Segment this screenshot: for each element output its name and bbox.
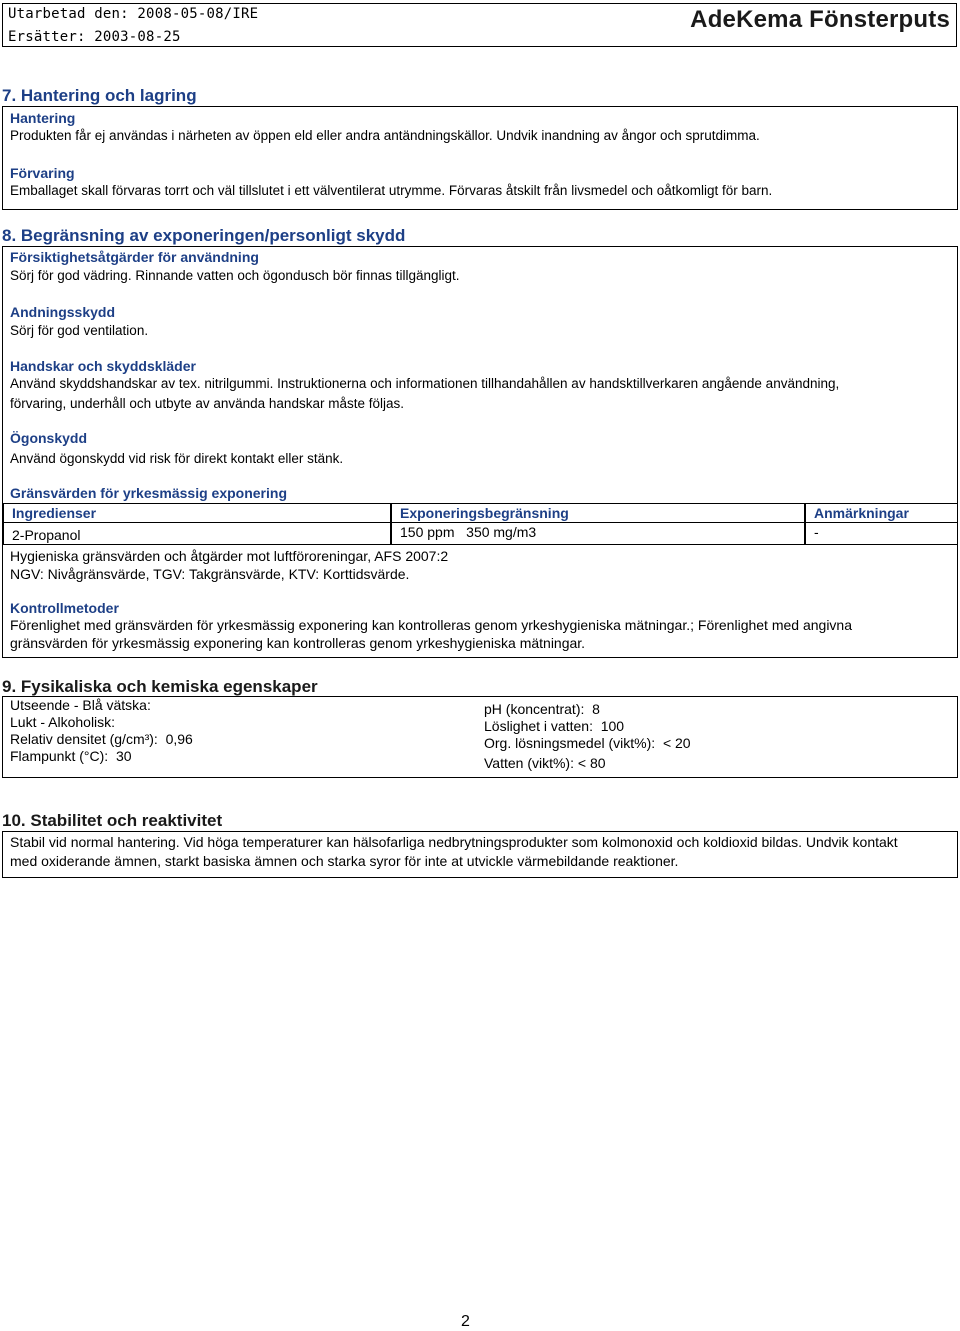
control-methods-label: Kontrollmetoder bbox=[10, 600, 119, 616]
table-header-ingredients: Ingredienser bbox=[3, 503, 391, 523]
section-10-title: 10. Stabilitet och reaktivitet bbox=[2, 811, 223, 830]
eye-protection-label: Ögonskydd bbox=[10, 430, 88, 446]
page-number: 2 bbox=[461, 1313, 470, 1330]
stability-line1: Stabil vid normal hantering. Vid höga temperaturer kan hälsofarliga nedbrytningsprodukter som kolmonoxid och koldioxid bildas. Undvik kontakt bbox=[10, 834, 898, 850]
property-appearance: Utseende - Blå vätska: bbox=[10, 697, 151, 713]
precaution-label: Försiktighetsåtgärder för användning bbox=[10, 249, 259, 265]
property-density: Relativ densitet (g/cm³): 0,96 bbox=[10, 731, 193, 747]
hygiene-note-line1: Hygieniska gränsvärden och åtgärder mot luftföroreningar, AFS 2007:2 bbox=[10, 548, 449, 564]
table-cell-limit: 150 ppm 350 mg/m3 bbox=[391, 523, 805, 545]
handling-text: Produkten får ej användas i närheten av öppen eld eller andra antändningskällor. Undvik inandning av ångor och sprutdimma. bbox=[10, 128, 760, 143]
table-header-exposure: Exponeringsbegränsning bbox=[391, 503, 805, 523]
gloves-text-line1: Använd skyddshandskar av tex. nitrilgummi. Instruktionerna och informationen tillhandahållen av handsktillverkaren angående användning, bbox=[10, 376, 840, 391]
control-methods-line1: Förenlighet med gränsvärden för yrkesmässig exponering kan kontrolleras genom yrkeshygieniska mätningar.; Förenlighet med angivna bbox=[10, 617, 852, 633]
eye-protection-text: Använd ögonskydd vid risk för direkt kontakt eller stänk. bbox=[10, 451, 344, 466]
handling-label: Hantering bbox=[10, 110, 76, 126]
property-org-solvent: Org. lösningsmedel (vikt%): < 20 bbox=[484, 735, 691, 751]
gloves-label: Handskar och skyddskläder bbox=[10, 358, 196, 374]
section-8-title: 8. Begränsning av exponeringen/personligt skydd bbox=[2, 226, 406, 245]
control-methods-line2: gränsvärden för yrkesmässig exponering kan kontrolleras genom yrkeshygieniska mätningar. bbox=[10, 635, 586, 651]
hygiene-note-line2: NGV: Nivågränsvärde, TGV: Takgränsvärde, KTV: Korttidsvärde. bbox=[10, 566, 410, 582]
respiratory-text: Sörj för god ventilation. bbox=[10, 323, 149, 338]
property-water: Vatten (vikt%): < 80 bbox=[484, 755, 606, 771]
gloves-text-line2: förvaring, underhåll och utbyte av använda handskar måste följas. bbox=[10, 396, 404, 411]
precaution-text: Sörj för god vädring. Rinnande vatten och ögondusch bör finnas tillgängligt. bbox=[10, 268, 460, 283]
storage-text: Emballaget skall förvaras torrt och väl tillslutet i ett välventilerat utrymme. Förvaras åtskilt från livsmedel och oåtkomligt för barn. bbox=[10, 183, 773, 198]
limits-label: Gränsvärden för yrkesmässig exponering bbox=[10, 485, 287, 501]
section-7-title: 7. Hantering och lagring bbox=[2, 86, 197, 105]
property-odor: Lukt - Alkoholisk: bbox=[10, 714, 116, 730]
product-name: AdeKema Fönsterputs bbox=[690, 6, 950, 33]
table-cell-ingredient: 2-Propanol bbox=[3, 523, 391, 545]
respiratory-label: Andningsskydd bbox=[10, 304, 116, 320]
property-flashpoint: Flampunkt (°C): 30 bbox=[10, 748, 132, 764]
stability-line2: med oxiderande ämnen, starkt basiska ämnen och starka syror för inte at utvickle värmebildande reaktioner. bbox=[10, 853, 679, 869]
table-header-remarks: Anmärkningar bbox=[805, 503, 958, 523]
revision-date: Utarbetad den: 2008-05-08/IRE bbox=[8, 6, 259, 22]
property-solubility: Löslighet i vatten: 100 bbox=[484, 718, 625, 734]
table-cell-remark: - bbox=[805, 523, 958, 545]
replaces-date: Ersätter: 2003-08-25 bbox=[8, 29, 181, 45]
section-9-title: 9. Fysikaliska och kemiska egenskaper bbox=[2, 677, 318, 696]
storage-label: Förvaring bbox=[10, 165, 75, 181]
property-ph: pH (koncentrat): 8 bbox=[484, 701, 600, 717]
